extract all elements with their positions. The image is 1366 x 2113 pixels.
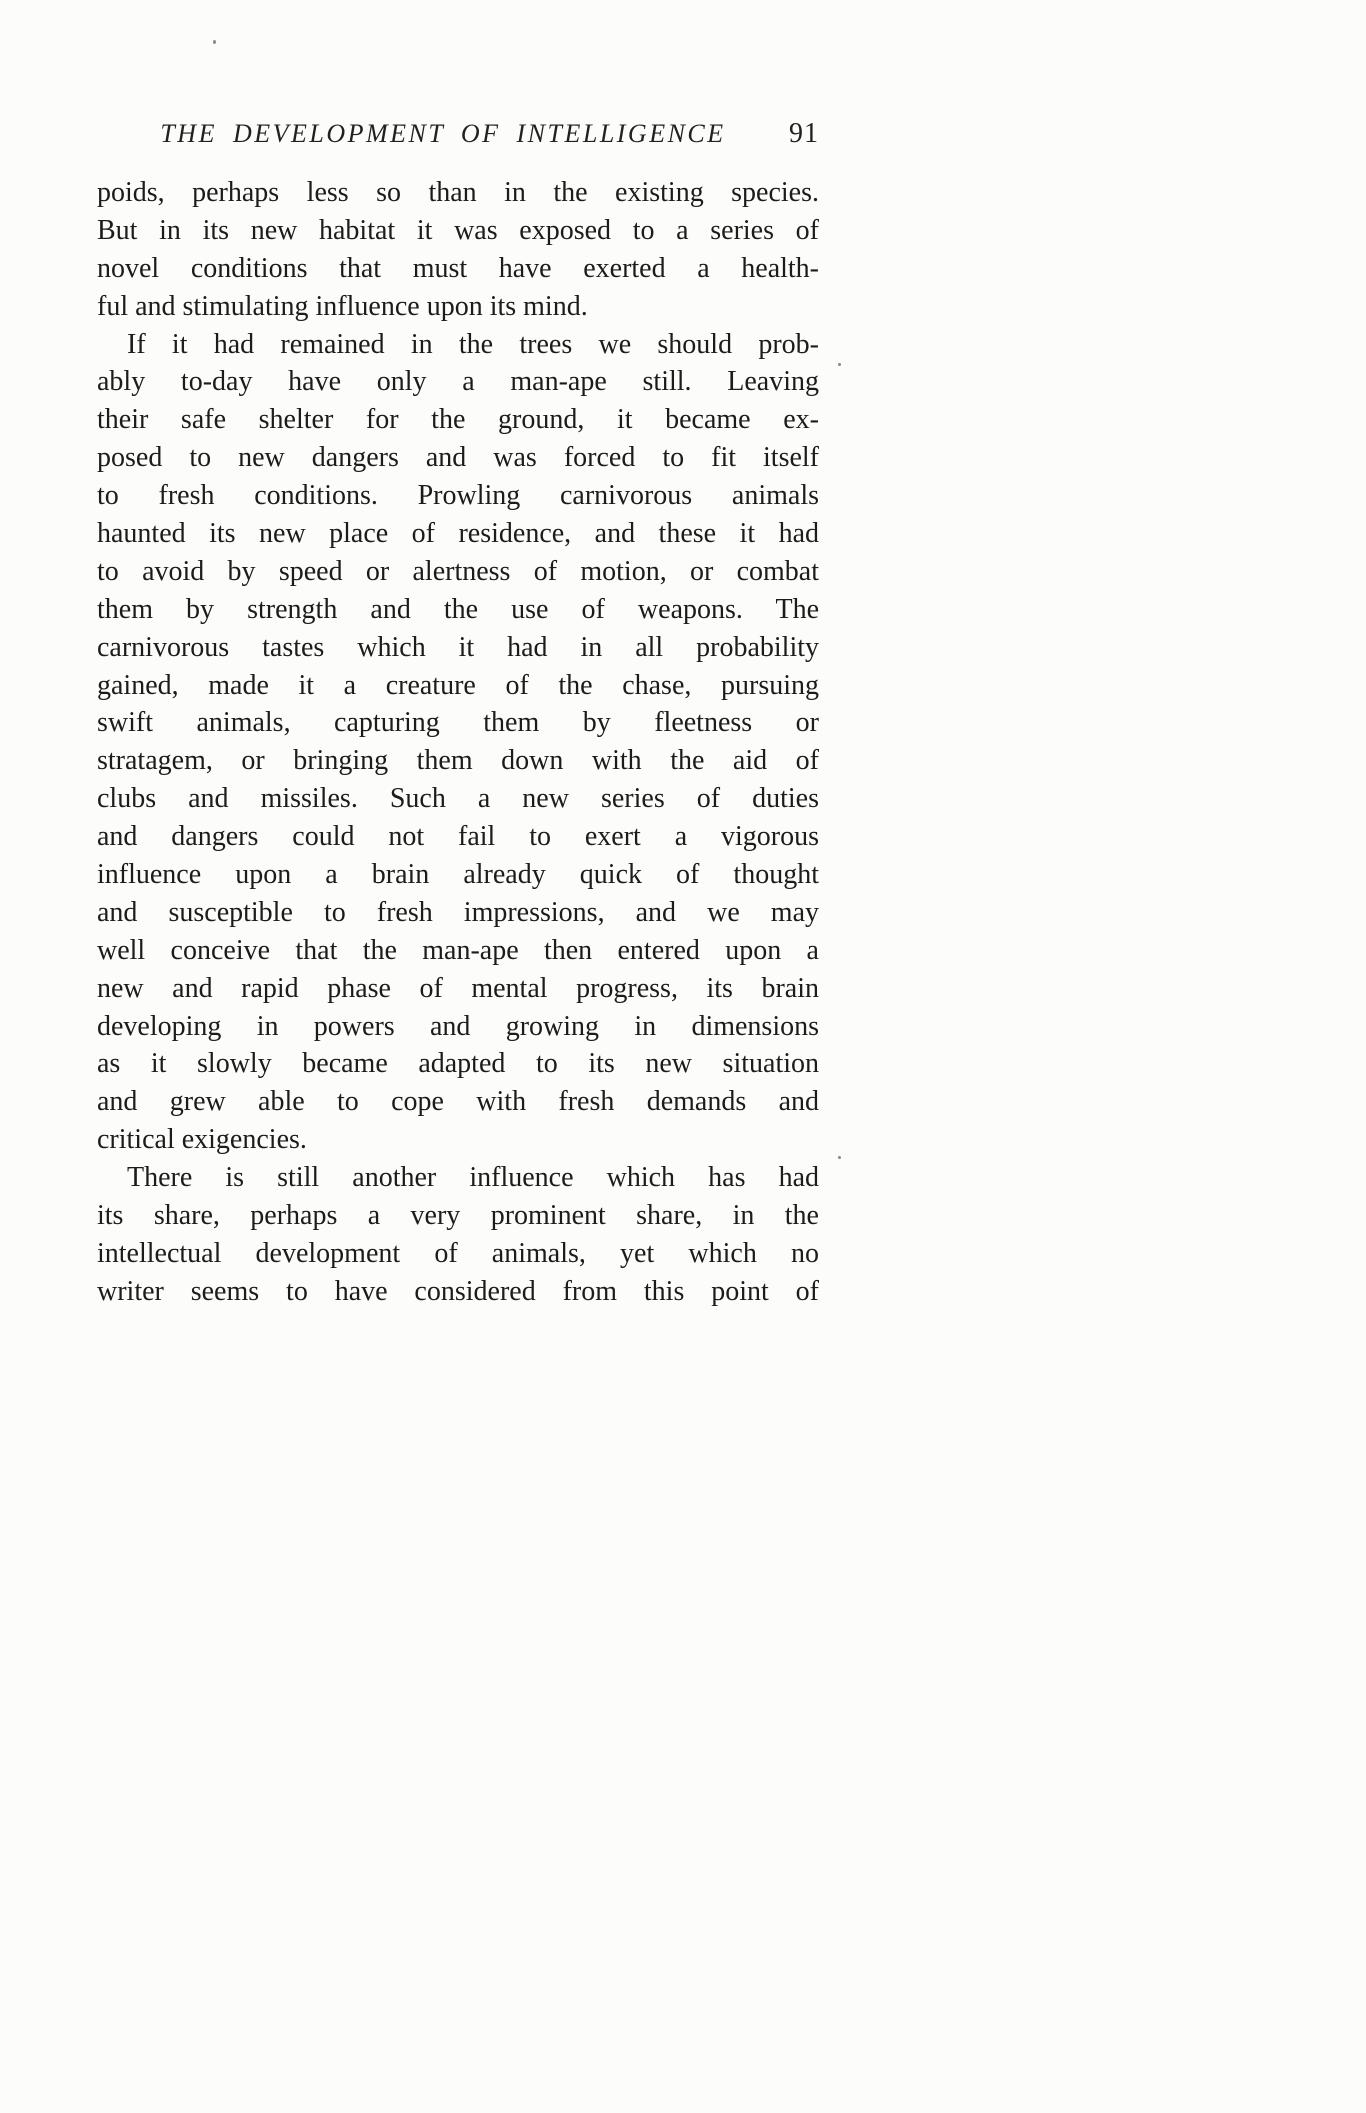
text-line: carnivorous tastes which it had in all probability bbox=[97, 631, 819, 663]
text-line: its share, perhaps a very prominent share, in the bbox=[97, 1200, 819, 1232]
page-number: 91 bbox=[789, 118, 819, 149]
text-line: poids, perhaps less so than in the existing species. bbox=[97, 177, 819, 208]
text-line: stratagem, or bringing them down with the aid of bbox=[97, 745, 819, 777]
text-line: and susceptible to fresh impressions, and we may bbox=[97, 896, 819, 928]
text-line: developing in powers and growing in dimensions bbox=[97, 1010, 819, 1042]
paragraph bbox=[97, 1159, 819, 1311]
paragraph bbox=[97, 174, 819, 326]
text-line: gained, made it a creature of the chase, pursuing bbox=[97, 669, 819, 701]
text-line: But in its new habitat it was exposed to a series of bbox=[97, 214, 819, 246]
text-line: clubs and missiles. Such a new series of duties bbox=[97, 783, 819, 815]
text-line: and grew able to cope with fresh demands and bbox=[97, 1086, 819, 1118]
text-line: to fresh conditions. Prowling carnivorous animals bbox=[97, 480, 819, 512]
text-line: their safe shelter for the ground, it became ex- bbox=[97, 404, 819, 436]
text-line: well conceive that the man-ape then entered upon a bbox=[97, 934, 819, 966]
running-header bbox=[97, 118, 819, 158]
scan-speck bbox=[838, 363, 841, 366]
scan-speck bbox=[213, 40, 216, 44]
text-line: critical exigencies. bbox=[97, 1124, 307, 1156]
text-line: posed to new dangers and was forced to fit itself bbox=[97, 442, 819, 474]
text-line: influence upon a brain already quick of thought bbox=[97, 859, 819, 891]
text-line: novel conditions that must have exerted a health- bbox=[97, 252, 819, 284]
paragraph bbox=[97, 326, 819, 1160]
text-line: ably to-day have only a man-ape still. Leaving bbox=[97, 366, 819, 398]
text-column bbox=[97, 118, 819, 1311]
running-header-title: THE DEVELOPMENT OF INTELLIGENCE bbox=[160, 119, 726, 148]
text-line: ful and stimulating influence upon its mind. bbox=[97, 290, 588, 322]
scan-speck bbox=[838, 1156, 841, 1159]
text-line: and dangers could not fail to exert a vigorous bbox=[97, 821, 819, 853]
text-line: new and rapid phase of mental progress, its brain bbox=[97, 972, 819, 1004]
text-line: If it had remained in the trees we should prob- bbox=[127, 328, 819, 360]
text-line: as it slowly became adapted to its new situation bbox=[97, 1048, 819, 1080]
page-body bbox=[97, 174, 819, 1311]
text-line: There is still another influence which has had bbox=[127, 1162, 819, 1194]
text-line: intellectual development of animals, yet which no bbox=[97, 1237, 819, 1269]
text-line: them by strength and the use of weapons. The bbox=[97, 593, 819, 625]
text-line: haunted its new place of residence, and these it had bbox=[97, 518, 819, 550]
text-line: to avoid by speed or alertness of motion, or combat bbox=[97, 555, 819, 587]
text-line: writer seems to have considered from this point of bbox=[97, 1275, 819, 1307]
text-line: swift animals, capturing them by fleetness or bbox=[97, 707, 819, 739]
